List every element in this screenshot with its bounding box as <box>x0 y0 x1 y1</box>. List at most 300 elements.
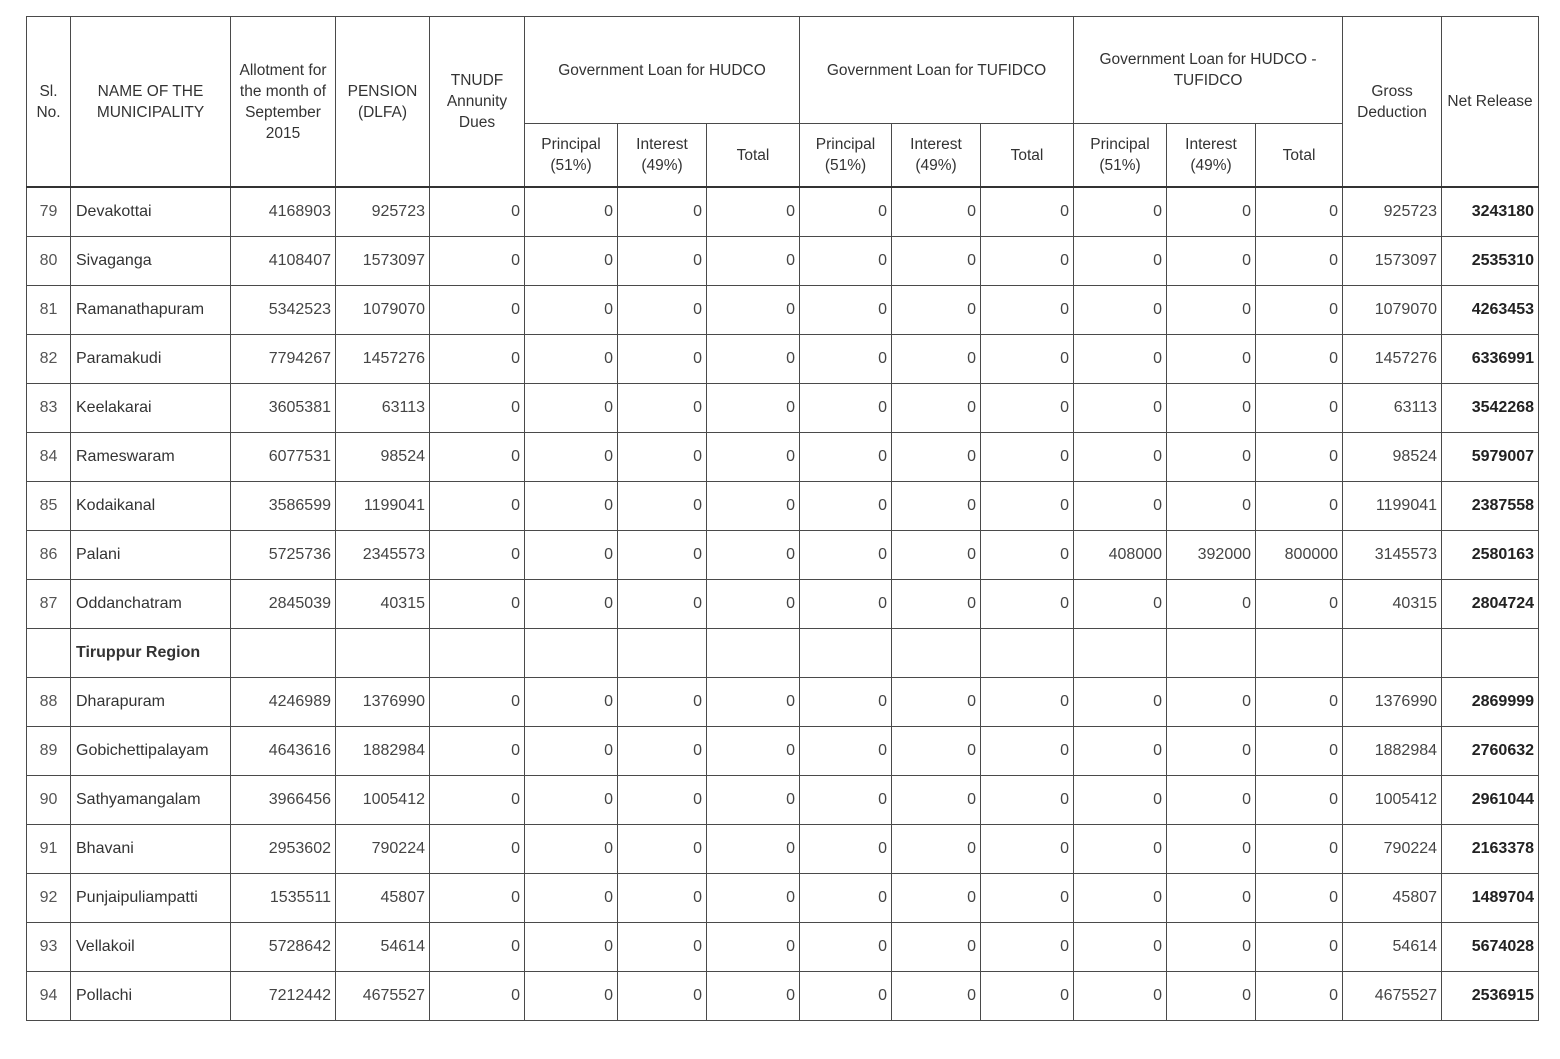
cell-hudco-i: 0 <box>618 580 707 629</box>
cell-tufidco-p: 0 <box>800 384 892 433</box>
cell-ht-i: 0 <box>1167 678 1256 727</box>
cell-tufidco-p: 0 <box>800 580 892 629</box>
table-row <box>27 874 1539 923</box>
cell-net-release: 2163378 <box>1442 825 1539 874</box>
sub-header-principal: Principal (51%) <box>800 124 892 188</box>
cell-gross: 40315 <box>1343 580 1442 629</box>
cell-ht-t: 0 <box>1256 187 1343 237</box>
cell-tufidco-i: 0 <box>892 482 981 531</box>
table-row <box>27 825 1539 874</box>
cell-gross: 1457276 <box>1343 335 1442 384</box>
cell-sl: 91 <box>27 825 71 874</box>
cell-ht-p: 408000 <box>1074 531 1167 580</box>
cell-gross: 63113 <box>1343 384 1442 433</box>
cell-tufidco-t: 0 <box>981 776 1074 825</box>
cell-hudco-p: 0 <box>525 874 618 923</box>
cell-ht-i: 0 <box>1167 237 1256 286</box>
cell-tufidco-p: 0 <box>800 286 892 335</box>
cell-hudco-i: 0 <box>618 531 707 580</box>
cell-tufidco-t: 0 <box>981 580 1074 629</box>
cell-ht-t: 0 <box>1256 678 1343 727</box>
cell-pension: 1573097 <box>336 237 430 286</box>
cell-tufidco-p: 0 <box>800 923 892 972</box>
region-row <box>27 629 1539 678</box>
sub-header-principal: Principal (51%) <box>525 124 618 188</box>
table-row <box>27 972 1539 1021</box>
cell-allotment: 4168903 <box>231 187 336 237</box>
cell-ht-i: 0 <box>1167 825 1256 874</box>
cell-ht-t: 0 <box>1256 384 1343 433</box>
cell-hudco-p: 0 <box>525 187 618 237</box>
cell-tufidco-p: 0 <box>800 972 892 1021</box>
cell-hudco-t: 0 <box>707 531 800 580</box>
cell-tufidco-p: 0 <box>800 237 892 286</box>
cell-municipality-name: Kodaikanal <box>71 482 231 531</box>
cell-sl: 90 <box>27 776 71 825</box>
cell-allotment: 5728642 <box>231 923 336 972</box>
cell-hudco-t: 0 <box>707 874 800 923</box>
cell-tnudf: 0 <box>430 335 525 384</box>
cell-hudco-i: 0 <box>618 237 707 286</box>
cell-hudco-p: 0 <box>525 531 618 580</box>
cell-sl: 93 <box>27 923 71 972</box>
cell-pension: 4675527 <box>336 972 430 1021</box>
cell-pension: 98524 <box>336 433 430 482</box>
table-row <box>27 335 1539 384</box>
cell-hudco-t: 0 <box>707 433 800 482</box>
cell-hudco-t: 0 <box>707 923 800 972</box>
cell-tnudf: 0 <box>430 874 525 923</box>
cell-pension: 1005412 <box>336 776 430 825</box>
cell-net-release: 1489704 <box>1442 874 1539 923</box>
cell-hudco-p: 0 <box>525 678 618 727</box>
sub-header-total: Total <box>1256 124 1343 188</box>
cell-tufidco-t: 0 <box>981 874 1074 923</box>
cell-municipality-name: Vellakoil <box>71 923 231 972</box>
cell-empty <box>892 629 981 678</box>
cell-ht-i: 0 <box>1167 727 1256 776</box>
cell-net-release: 2804724 <box>1442 580 1539 629</box>
cell-ht-p: 0 <box>1074 384 1167 433</box>
cell-gross: 1573097 <box>1343 237 1442 286</box>
cell-ht-t: 0 <box>1256 874 1343 923</box>
cell-hudco-i: 0 <box>618 335 707 384</box>
cell-gross: 1199041 <box>1343 482 1442 531</box>
municipality-allotment-table <box>26 16 1539 1021</box>
cell-tnudf: 0 <box>430 678 525 727</box>
cell-hudco-p: 0 <box>525 727 618 776</box>
cell-municipality-name: Ramanathapuram <box>71 286 231 335</box>
cell-allotment: 4643616 <box>231 727 336 776</box>
cell-ht-p: 0 <box>1074 335 1167 384</box>
document-page <box>26 16 1538 1021</box>
cell-net-release: 2760632 <box>1442 727 1539 776</box>
cell-gross: 1079070 <box>1343 286 1442 335</box>
sub-header-interest: Interest (49%) <box>1167 124 1256 188</box>
cell-net-release: 2869999 <box>1442 678 1539 727</box>
cell-tufidco-i: 0 <box>892 580 981 629</box>
cell-sl: 82 <box>27 335 71 384</box>
cell-pension: 2345573 <box>336 531 430 580</box>
cell-municipality-name: Pollachi <box>71 972 231 1021</box>
cell-ht-t: 0 <box>1256 237 1343 286</box>
table-row <box>27 286 1539 335</box>
cell-gross: 1376990 <box>1343 678 1442 727</box>
table-row <box>27 923 1539 972</box>
cell-tufidco-i: 0 <box>892 776 981 825</box>
cell-tufidco-t: 0 <box>981 286 1074 335</box>
cell-tufidco-t: 0 <box>981 482 1074 531</box>
cell-empty <box>231 629 336 678</box>
group-header-tufidco: Government Loan for TUFIDCO <box>800 17 1074 124</box>
cell-tufidco-i: 0 <box>892 286 981 335</box>
cell-hudco-i: 0 <box>618 972 707 1021</box>
cell-ht-t: 0 <box>1256 580 1343 629</box>
cell-hudco-t: 0 <box>707 237 800 286</box>
cell-sl: 81 <box>27 286 71 335</box>
table-row <box>27 237 1539 286</box>
cell-hudco-p: 0 <box>525 923 618 972</box>
cell-allotment: 5725736 <box>231 531 336 580</box>
cell-tnudf: 0 <box>430 776 525 825</box>
cell-ht-p: 0 <box>1074 286 1167 335</box>
cell-municipality-name: Punjaipuliampatti <box>71 874 231 923</box>
cell-tufidco-i: 0 <box>892 972 981 1021</box>
cell-hudco-t: 0 <box>707 286 800 335</box>
cell-allotment: 4246989 <box>231 678 336 727</box>
cell-sl <box>27 629 71 678</box>
table-row <box>27 531 1539 580</box>
cell-tnudf: 0 <box>430 237 525 286</box>
cell-ht-t: 0 <box>1256 923 1343 972</box>
cell-empty <box>1167 629 1256 678</box>
cell-hudco-p: 0 <box>525 433 618 482</box>
cell-ht-p: 0 <box>1074 482 1167 531</box>
cell-empty <box>525 629 618 678</box>
cell-hudco-i: 0 <box>618 678 707 727</box>
cell-allotment: 6077531 <box>231 433 336 482</box>
cell-net-release: 5674028 <box>1442 923 1539 972</box>
cell-ht-t: 0 <box>1256 335 1343 384</box>
cell-tufidco-p: 0 <box>800 776 892 825</box>
cell-hudco-t: 0 <box>707 825 800 874</box>
cell-tufidco-i: 0 <box>892 237 981 286</box>
cell-net-release: 3243180 <box>1442 187 1539 237</box>
cell-gross: 45807 <box>1343 874 1442 923</box>
cell-hudco-i: 0 <box>618 482 707 531</box>
cell-tufidco-t: 0 <box>981 972 1074 1021</box>
sub-header-interest: Interest (49%) <box>892 124 981 188</box>
cell-municipality-name: Keelakarai <box>71 384 231 433</box>
cell-tufidco-p: 0 <box>800 187 892 237</box>
cell-ht-i: 392000 <box>1167 531 1256 580</box>
cell-hudco-t: 0 <box>707 972 800 1021</box>
cell-ht-t: 0 <box>1256 482 1343 531</box>
cell-pension: 40315 <box>336 580 430 629</box>
cell-hudco-i: 0 <box>618 874 707 923</box>
col-header-tnudf: TNUDF Annunity Dues <box>430 17 525 188</box>
cell-ht-p: 0 <box>1074 972 1167 1021</box>
cell-municipality-name: Oddanchatram <box>71 580 231 629</box>
cell-tnudf: 0 <box>430 286 525 335</box>
cell-tufidco-p: 0 <box>800 727 892 776</box>
cell-tufidco-i: 0 <box>892 335 981 384</box>
cell-gross: 925723 <box>1343 187 1442 237</box>
cell-tufidco-t: 0 <box>981 727 1074 776</box>
col-header-pension: PENSION (DLFA) <box>336 17 430 188</box>
cell-tufidco-i: 0 <box>892 923 981 972</box>
cell-tnudf: 0 <box>430 187 525 237</box>
cell-municipality-name: Palani <box>71 531 231 580</box>
cell-tufidco-p: 0 <box>800 335 892 384</box>
cell-tufidco-t: 0 <box>981 825 1074 874</box>
cell-net-release: 2387558 <box>1442 482 1539 531</box>
cell-empty <box>1074 629 1167 678</box>
cell-tnudf: 0 <box>430 433 525 482</box>
col-header-allotment: Allotment for the month of September 2015 <box>231 17 336 188</box>
cell-pension: 1199041 <box>336 482 430 531</box>
cell-allotment: 7212442 <box>231 972 336 1021</box>
cell-allotment: 1535511 <box>231 874 336 923</box>
cell-ht-i: 0 <box>1167 923 1256 972</box>
cell-tufidco-i: 0 <box>892 187 981 237</box>
cell-empty <box>981 629 1074 678</box>
cell-pension: 925723 <box>336 187 430 237</box>
cell-ht-p: 0 <box>1074 678 1167 727</box>
cell-empty <box>336 629 430 678</box>
cell-municipality-name: Devakottai <box>71 187 231 237</box>
cell-tufidco-i: 0 <box>892 825 981 874</box>
cell-tnudf: 0 <box>430 825 525 874</box>
cell-allotment: 3586599 <box>231 482 336 531</box>
cell-tnudf: 0 <box>430 384 525 433</box>
cell-tufidco-t: 0 <box>981 335 1074 384</box>
cell-pension: 1376990 <box>336 678 430 727</box>
cell-gross: 3145573 <box>1343 531 1442 580</box>
cell-hudco-p: 0 <box>525 286 618 335</box>
cell-tufidco-t: 0 <box>981 237 1074 286</box>
cell-ht-i: 0 <box>1167 972 1256 1021</box>
cell-ht-t: 800000 <box>1256 531 1343 580</box>
cell-municipality-name: Paramakudi <box>71 335 231 384</box>
cell-tufidco-i: 0 <box>892 874 981 923</box>
table-row <box>27 776 1539 825</box>
cell-net-release: 3542268 <box>1442 384 1539 433</box>
cell-tufidco-p: 0 <box>800 433 892 482</box>
col-header-name: NAME OF THE MUNICIPALITY <box>71 17 231 188</box>
cell-municipality-name: Bhavani <box>71 825 231 874</box>
cell-pension: 1457276 <box>336 335 430 384</box>
table-row <box>27 187 1539 237</box>
cell-ht-i: 0 <box>1167 187 1256 237</box>
cell-tnudf: 0 <box>430 531 525 580</box>
sub-header-interest: Interest (49%) <box>618 124 707 188</box>
cell-tufidco-t: 0 <box>981 433 1074 482</box>
group-header-hudco-tufidco: Government Loan for HUDCO - TUFIDCO <box>1074 17 1343 124</box>
cell-hudco-t: 0 <box>707 776 800 825</box>
cell-empty <box>1343 629 1442 678</box>
cell-hudco-p: 0 <box>525 384 618 433</box>
cell-gross: 54614 <box>1343 923 1442 972</box>
cell-gross: 790224 <box>1343 825 1442 874</box>
table-row <box>27 384 1539 433</box>
cell-ht-i: 0 <box>1167 433 1256 482</box>
cell-empty <box>707 629 800 678</box>
cell-ht-p: 0 <box>1074 727 1167 776</box>
sub-header-principal: Principal (51%) <box>1074 124 1167 188</box>
cell-hudco-t: 0 <box>707 384 800 433</box>
cell-ht-p: 0 <box>1074 776 1167 825</box>
cell-hudco-t: 0 <box>707 482 800 531</box>
cell-sl: 84 <box>27 433 71 482</box>
cell-hudco-i: 0 <box>618 923 707 972</box>
cell-ht-t: 0 <box>1256 825 1343 874</box>
cell-ht-i: 0 <box>1167 874 1256 923</box>
table-row <box>27 580 1539 629</box>
region-label: Tiruppur Region <box>71 629 231 678</box>
cell-allotment: 3605381 <box>231 384 336 433</box>
cell-gross: 98524 <box>1343 433 1442 482</box>
cell-empty <box>1442 629 1539 678</box>
cell-ht-p: 0 <box>1074 237 1167 286</box>
cell-ht-i: 0 <box>1167 335 1256 384</box>
cell-ht-t: 0 <box>1256 433 1343 482</box>
cell-tufidco-p: 0 <box>800 531 892 580</box>
cell-hudco-t: 0 <box>707 580 800 629</box>
cell-gross: 1005412 <box>1343 776 1442 825</box>
cell-pension: 63113 <box>336 384 430 433</box>
cell-hudco-i: 0 <box>618 825 707 874</box>
cell-empty <box>1256 629 1343 678</box>
cell-allotment: 2953602 <box>231 825 336 874</box>
cell-hudco-i: 0 <box>618 776 707 825</box>
group-header-hudco: Government Loan for HUDCO <box>525 17 800 124</box>
sub-header-total: Total <box>707 124 800 188</box>
cell-allotment: 2845039 <box>231 580 336 629</box>
cell-hudco-p: 0 <box>525 972 618 1021</box>
cell-hudco-p: 0 <box>525 335 618 384</box>
cell-pension: 790224 <box>336 825 430 874</box>
cell-hudco-p: 0 <box>525 825 618 874</box>
cell-empty <box>430 629 525 678</box>
cell-tnudf: 0 <box>430 580 525 629</box>
cell-net-release: 6336991 <box>1442 335 1539 384</box>
cell-allotment: 3966456 <box>231 776 336 825</box>
cell-sl: 85 <box>27 482 71 531</box>
cell-ht-t: 0 <box>1256 286 1343 335</box>
cell-gross: 4675527 <box>1343 972 1442 1021</box>
cell-municipality-name: Sivaganga <box>71 237 231 286</box>
cell-sl: 83 <box>27 384 71 433</box>
cell-hudco-t: 0 <box>707 727 800 776</box>
cell-sl: 79 <box>27 187 71 237</box>
cell-pension: 45807 <box>336 874 430 923</box>
cell-pension: 1882984 <box>336 727 430 776</box>
cell-tnudf: 0 <box>430 972 525 1021</box>
cell-tufidco-i: 0 <box>892 531 981 580</box>
cell-sl: 80 <box>27 237 71 286</box>
table-row <box>27 678 1539 727</box>
cell-net-release: 2535310 <box>1442 237 1539 286</box>
table-header <box>27 17 1539 188</box>
table-body <box>27 187 1539 1021</box>
cell-tufidco-t: 0 <box>981 531 1074 580</box>
cell-hudco-i: 0 <box>618 433 707 482</box>
cell-sl: 87 <box>27 580 71 629</box>
cell-net-release: 2580163 <box>1442 531 1539 580</box>
cell-sl: 92 <box>27 874 71 923</box>
cell-gross: 1882984 <box>1343 727 1442 776</box>
cell-sl: 88 <box>27 678 71 727</box>
cell-hudco-i: 0 <box>618 286 707 335</box>
cell-ht-p: 0 <box>1074 187 1167 237</box>
cell-ht-p: 0 <box>1074 923 1167 972</box>
cell-tufidco-t: 0 <box>981 678 1074 727</box>
cell-ht-t: 0 <box>1256 776 1343 825</box>
cell-net-release: 5979007 <box>1442 433 1539 482</box>
cell-municipality-name: Rameswaram <box>71 433 231 482</box>
cell-tufidco-p: 0 <box>800 678 892 727</box>
cell-hudco-p: 0 <box>525 580 618 629</box>
cell-sl: 94 <box>27 972 71 1021</box>
cell-ht-i: 0 <box>1167 384 1256 433</box>
cell-tnudf: 0 <box>430 482 525 531</box>
sub-header-total: Total <box>981 124 1074 188</box>
cell-hudco-t: 0 <box>707 187 800 237</box>
cell-tufidco-p: 0 <box>800 825 892 874</box>
cell-hudco-p: 0 <box>525 776 618 825</box>
cell-net-release: 2536915 <box>1442 972 1539 1021</box>
cell-net-release: 2961044 <box>1442 776 1539 825</box>
cell-hudco-i: 0 <box>618 187 707 237</box>
cell-pension: 54614 <box>336 923 430 972</box>
cell-tufidco-i: 0 <box>892 384 981 433</box>
cell-allotment: 5342523 <box>231 286 336 335</box>
cell-sl: 89 <box>27 727 71 776</box>
cell-ht-i: 0 <box>1167 580 1256 629</box>
cell-tufidco-t: 0 <box>981 923 1074 972</box>
cell-tufidco-i: 0 <box>892 727 981 776</box>
cell-hudco-p: 0 <box>525 482 618 531</box>
cell-ht-p: 0 <box>1074 874 1167 923</box>
cell-ht-t: 0 <box>1256 727 1343 776</box>
cell-ht-i: 0 <box>1167 286 1256 335</box>
col-header-net: Net Release <box>1442 17 1539 188</box>
cell-ht-i: 0 <box>1167 482 1256 531</box>
cell-tnudf: 0 <box>430 727 525 776</box>
cell-hudco-i: 0 <box>618 727 707 776</box>
cell-ht-t: 0 <box>1256 972 1343 1021</box>
table-row <box>27 727 1539 776</box>
cell-ht-p: 0 <box>1074 825 1167 874</box>
cell-tufidco-p: 0 <box>800 874 892 923</box>
table-row <box>27 482 1539 531</box>
table-row <box>27 433 1539 482</box>
cell-empty <box>618 629 707 678</box>
cell-hudco-p: 0 <box>525 237 618 286</box>
cell-ht-i: 0 <box>1167 776 1256 825</box>
cell-tufidco-t: 0 <box>981 384 1074 433</box>
cell-tnudf: 0 <box>430 923 525 972</box>
cell-net-release: 4263453 <box>1442 286 1539 335</box>
cell-sl: 86 <box>27 531 71 580</box>
cell-tufidco-i: 0 <box>892 433 981 482</box>
cell-pension: 1079070 <box>336 286 430 335</box>
cell-allotment: 4108407 <box>231 237 336 286</box>
cell-tufidco-t: 0 <box>981 187 1074 237</box>
cell-ht-p: 0 <box>1074 580 1167 629</box>
cell-municipality-name: Dharapuram <box>71 678 231 727</box>
